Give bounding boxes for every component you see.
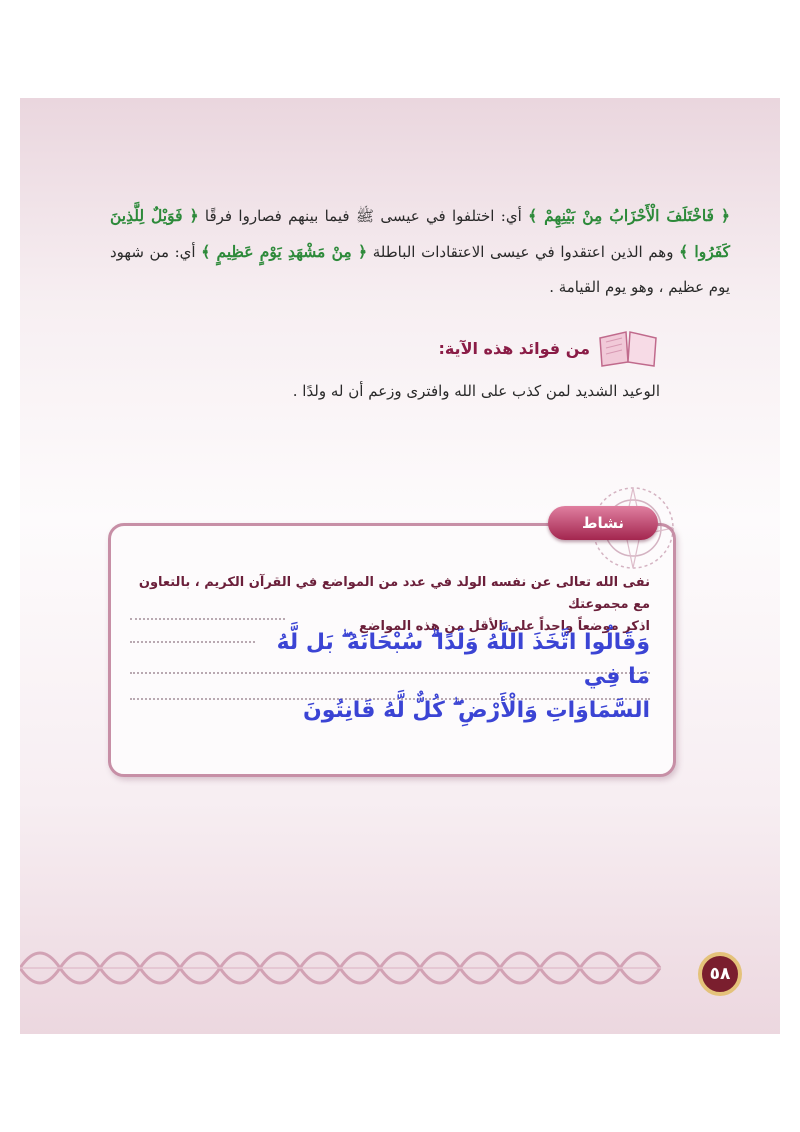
instruction-line: اذكر موضعاً واحداً على الأقل من هذه المواضع bbox=[359, 619, 650, 634]
instruction-line: نفى الله تعالى عن نفسه الولد في عدد من المواضع في القرآن الكريم ، بالتعاون مع مجموعتك bbox=[138, 575, 650, 612]
commentary-text: أي: من شهود يوم عظيم ، وهو يوم القيامة . bbox=[110, 243, 730, 296]
open-book-icon bbox=[596, 328, 660, 368]
quran-quote: ﴿ مِنْ مَشْهَدِ يَوْمٍ عَظِيمٍ ﴾ bbox=[201, 242, 368, 261]
commentary-paragraph bbox=[110, 198, 730, 305]
benefits-heading bbox=[438, 328, 660, 368]
answer-dotted-line[interactable] bbox=[130, 641, 255, 643]
arabesque-border-icon bbox=[20, 933, 780, 1003]
textbook-page bbox=[20, 98, 780, 1034]
page-number: ٥٨ bbox=[698, 952, 742, 996]
quran-quote: ﴿ فَوَيْلٌ لِلَّذِينَ كَفَرُوا ﴾ bbox=[110, 206, 730, 261]
benefit-text: الوعيد الشديد لمن كذب على الله وافترى وزعم أن له ولدًا . bbox=[292, 382, 660, 400]
benefits-title: من فوائد هذه الآية: bbox=[438, 338, 590, 358]
verse-line: السَّمَاوَاتِ وَالْأَرْضِ ۖ كُلٌّ لَّهُ قَانِتُونَ bbox=[302, 698, 650, 723]
answer-dotted-line[interactable] bbox=[130, 618, 285, 620]
commentary-text: وهم الذين اعتقدوا في عيسى الاعتقادات الباطلة bbox=[367, 243, 680, 261]
activity-badge: نشاط bbox=[548, 506, 658, 540]
commentary-text: أي: اختلفوا في عيسى ﷺ فيما بينهم فصاروا فرقًا bbox=[198, 207, 529, 225]
quran-quote: ﴿ فَاخْتَلَفَ الْأَحْزَابُ مِنْ بَيْنِهِمْ ﴾ bbox=[528, 206, 731, 225]
verse-line: وَقَالُوا اتَّخَذَ اللَّهُ وَلَدًا ۗ سُبْحَانَهُ ۖ بَل لَّهُ مَا فِي bbox=[276, 630, 650, 689]
handwritten-answer bbox=[270, 626, 650, 728]
